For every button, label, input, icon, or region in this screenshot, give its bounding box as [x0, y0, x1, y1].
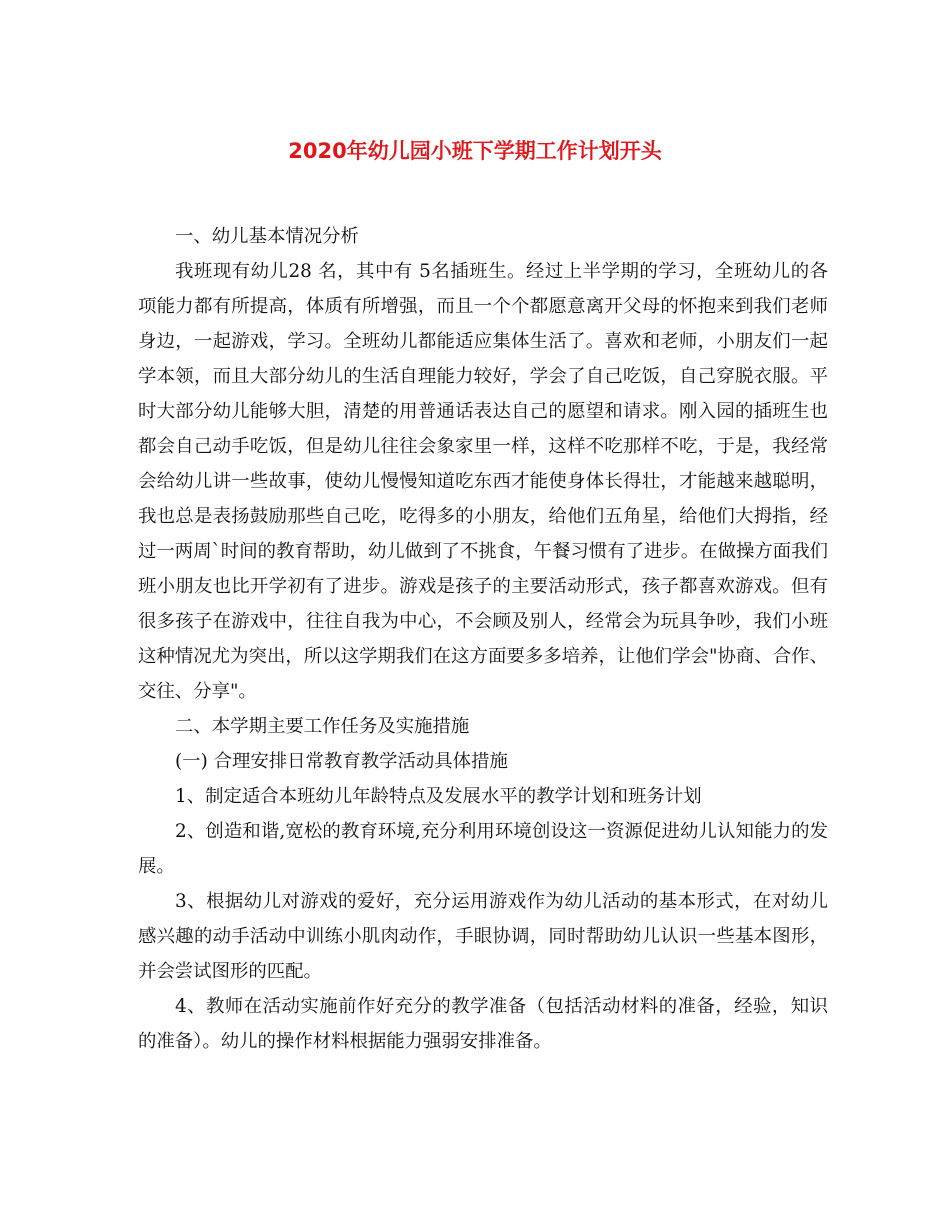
section-heading-situation: 一、幼儿基本情况分析	[175, 226, 359, 247]
paragraph-situation-analysis: 我班现有幼儿28 名，其中有 5名插班生。经过上半学期的学习，全班幼儿的各项能力都有所提高，体质有所增强，而且一个个都愿意离开父母的怀抱来到我们老师身边，一起游戏，学习。全班幼儿都能适应集体生活了。喜欢和老师，小朋友们一起学本领，而且大部分幼儿的生活自理能力较好，学会了自己吃饭，自己穿脱衣服。平时大部分幼儿能够大胆，清楚的用普通话表达自己的愿望和请求。刚入园的插班生也都会自己动手吃饭，但是幼儿往往会象家里一样，这样不吃那样不吃，于是，我经常会给幼儿讲一些故事，使幼儿慢慢知道吃东西才能使身体长得壮，才能越来越聪明，我也总是表扬鼓励那些自己吃，吃得多的小朋友，给他们五角星，给他们大拇指，经过一两周`时间的教育帮助，幼儿做到了不挑食，午餐习惯有了进步。在做操方面我们班小朋友也比开学初有了进步。游戏是孩子的主要活动形式，孩子都喜欢游戏。但有很多孩子在游戏中，往往自我为中心，不会顾及别人，经常会为玩具争吵，我们小班这种情况尤为突出，所以这学期我们在这方面要多多培养，让他们学会"协商、合作、交往、分享"。	[138, 261, 828, 702]
page-title: 2020年幼儿园小班下学期工作计划开头	[288, 139, 662, 163]
list-item-1: 1、制定适合本班幼儿年龄特点及发展水平的教学计划和班务计划	[175, 786, 702, 807]
list-item-2: 2、创造和谐,宽松的教育环境,充分利用环境创设这一资源促进幼儿认知能力的发展。	[138, 821, 828, 877]
document-body	[138, 219, 828, 1059]
subsection-heading-daily-activities: (一) 合理安排日常教育教学活动具体措施	[175, 751, 508, 772]
list-item-3: 3、根据幼儿对游戏的爱好，充分运用游戏作为幼儿活动的基本形式，在对幼儿感兴趣的动手活动中训练小肌肉动作，手眼协调，同时帮助幼儿认识一些基本图形，并会尝试图形的匹配。	[138, 891, 828, 982]
list-item-4: 4、教师在活动实施前作好充分的教学准备（包括活动材料的准备，经验，知识的准备）。幼儿的操作材料根据能力强弱安排准备。	[138, 996, 828, 1052]
section-heading-tasks: 二、本学期主要工作任务及实施措施	[175, 716, 470, 737]
